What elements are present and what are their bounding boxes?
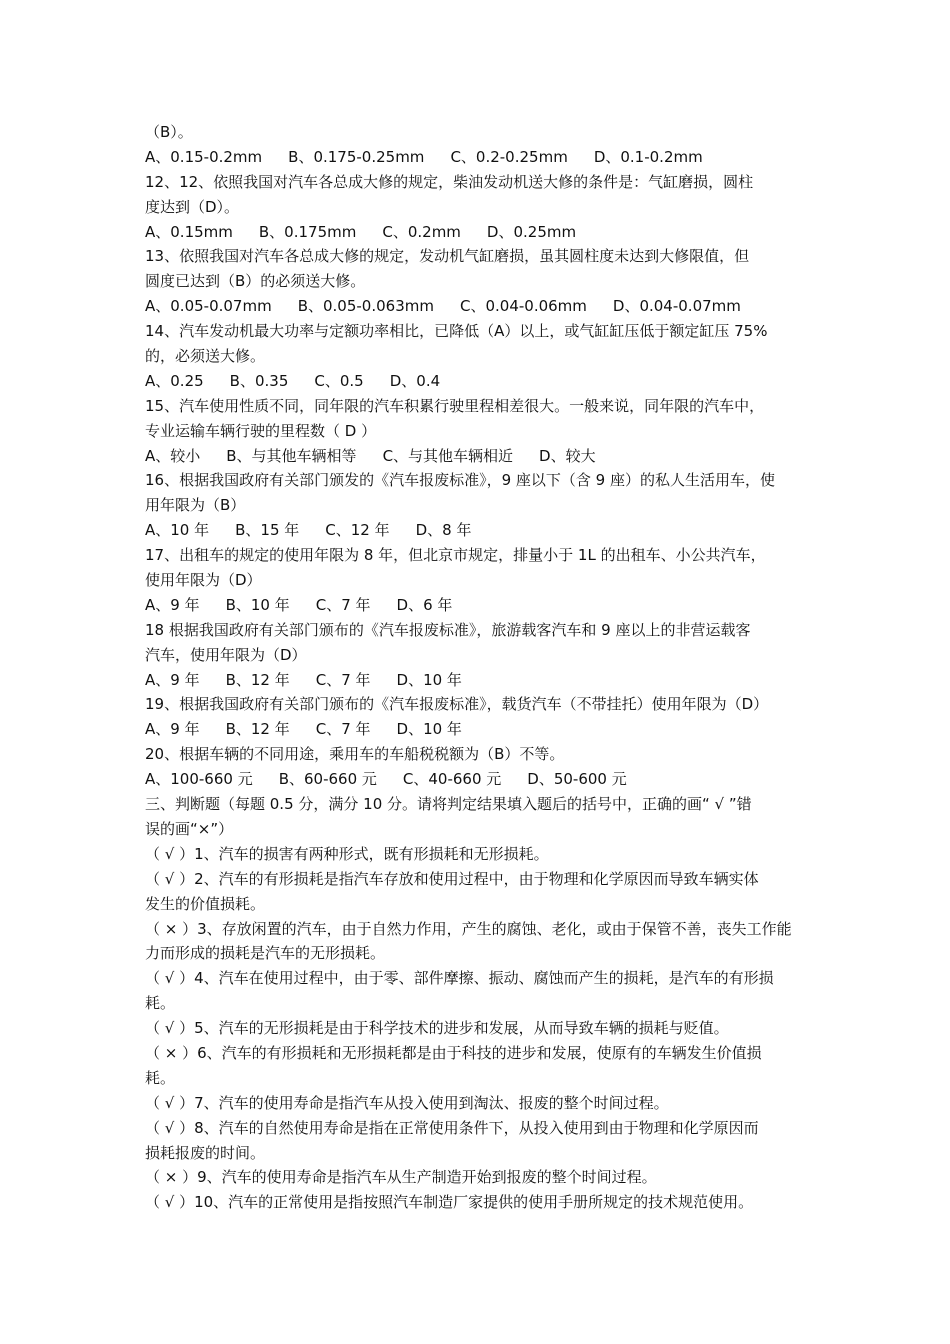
answer-option: A、9 年: [145, 720, 200, 739]
text-line: 18 根据我国政府有关部门颁布的《汽车报废标准》，旅游载客汽车和 9 座以上的非营运载客: [145, 620, 751, 639]
text-line: 损耗报废的时间。: [145, 1143, 266, 1162]
answer-option: C、7 年: [315, 670, 371, 689]
text-line: （ √ ）1、汽车的损害有两种形式，既有形损耗和无形损耗。: [145, 844, 549, 863]
text-line: 误的画“×”）: [145, 819, 234, 838]
text-line: （ √ ）4、汽车在使用过程中，由于零、部件摩擦、振动、腐蚀而产生的损耗，是汽车的有形损: [145, 969, 774, 988]
answer-option: B、0.05-0.063mm: [297, 297, 434, 316]
answer-option: B、60-660 元: [278, 770, 377, 789]
text-line: （ × ）6、汽车的有形损耗和无形损耗都是由于科技的进步和发展，使原有的车辆发生价值损: [145, 1043, 762, 1062]
text-line: （ √ ）10、汽车的正常使用是指按照汽车制造厂家提供的使用手册所规定的技术规范使用。: [145, 1193, 754, 1212]
answer-option: C、0.5: [314, 371, 364, 390]
answer-option: B、0.175-0.25mm: [288, 147, 425, 166]
answer-option: C、0.2-0.25mm: [450, 147, 568, 166]
text-line: 使用年限为（D）: [145, 571, 262, 590]
text-line: 的，必须送大修。: [145, 347, 266, 366]
text-line: 用年限为（B）: [145, 496, 246, 515]
text-line: 16、根据我国政府有关部门颁发的《汽车报废标准》，9 座以下（含 9 座）的私人生活用车，使: [145, 471, 775, 490]
text-line: 耗。: [145, 1068, 176, 1087]
answer-option: D、0.1-0.2mm: [593, 147, 703, 166]
answer-options: [145, 369, 815, 394]
answer-option: B、12 年: [225, 670, 290, 689]
answer-option: A、9 年: [145, 595, 200, 614]
answer-option: C、7 年: [315, 720, 371, 739]
answer-options: [145, 767, 815, 792]
text-line: （ × ）9、汽车的使用寿命是指汽车从生产制造开始到报废的整个时间过程。: [145, 1168, 657, 1187]
text-line: （ √ ）2、汽车的有形损耗是指汽车存放和使用过程中，由于物理和化学原因而导致车辆实体: [145, 869, 759, 888]
answer-option: B、10 年: [225, 595, 290, 614]
answer-options: [145, 717, 815, 742]
answer-option: A、10 年: [145, 521, 210, 540]
answer-options: [145, 593, 815, 618]
answer-option: D、10 年: [396, 720, 462, 739]
answer-option: B、12 年: [225, 720, 290, 739]
text-line: 耗。: [145, 994, 176, 1013]
answer-option: B、0.35: [229, 371, 289, 390]
text-line: 13、依照我国对汽车各总成大修的规定，发动机气缸磨损，虽其圆柱度未达到大修限值，但: [145, 247, 750, 266]
text-line: （ √ ）8、汽车的自然使用寿命是指在正常使用条件下，从投入使用到由于物理和化学原因而: [145, 1118, 759, 1137]
answer-options: [145, 668, 815, 693]
text-line: （ √ ）7、汽车的使用寿命是指汽车从投入使用到淘汰、报废的整个时间过程。: [145, 1093, 669, 1112]
answer-option: A、0.15-0.2mm: [145, 147, 263, 166]
answer-option: D、50-600 元: [527, 770, 627, 789]
answer-option: C、12 年: [325, 521, 390, 540]
answer-options: [145, 294, 815, 319]
answer-option: C、0.2mm: [382, 222, 461, 241]
answer-option: B、与其他车辆相等: [226, 446, 357, 465]
answer-option: D、8 年: [415, 521, 472, 540]
text-line: 19、根据我国政府有关部门颁布的《汽车报废标准》，载货汽车（不带挂托）使用年限为（D）: [145, 695, 769, 714]
answer-option: D、0.04-0.07mm: [612, 297, 741, 316]
answer-option: D、10 年: [396, 670, 462, 689]
answer-options: [145, 145, 815, 170]
answer-option: A、100-660 元: [145, 770, 253, 789]
answer-option: B、0.175mm: [258, 222, 357, 241]
answer-options: [145, 220, 815, 245]
text-line: 三、判断题（每题 0.5 分，满分 10 分。请将判定结果填入题后的括号中，正确的画“ √ ”错: [145, 795, 752, 814]
text-line: 12、12、依照我国对汽车各总成大修的规定，柴油发动机送大修的条件是：气缸磨损，圆柱: [145, 172, 754, 191]
answer-option: C、0.04-0.06mm: [459, 297, 587, 316]
answer-option: D、0.4: [389, 371, 441, 390]
answer-option: A、9 年: [145, 670, 200, 689]
text-line: 圆度已达到（B）的必须送大修。: [145, 272, 366, 291]
answer-option: C、40-660 元: [402, 770, 502, 789]
text-line: 汽车，使用年限为（D）: [145, 645, 307, 664]
document-page: [145, 120, 815, 1215]
text-line: 17、出租车的规定的使用年限为 8 年，但北京市规定，排量小于 1L 的出租车、小公共汽车，: [145, 546, 766, 565]
text-line: 度达到（D）。: [145, 197, 240, 216]
answer-option: A、0.05-0.07mm: [145, 297, 272, 316]
answer-option: A、0.25: [145, 371, 204, 390]
text-line: （ × ）3、存放闲置的汽车，由于自然力作用，产生的腐蚀、老化，或由于保管不善，丧失工作能: [145, 919, 792, 938]
text-line: 15、汽车使用性质不同，同年限的汽车积累行驶里程相差很大。一般来说，同年限的汽车中，: [145, 396, 765, 415]
text-line: （ √ ）5、汽车的无形损耗是由于科学技术的进步和发展，从而导致车辆的损耗与贬值。: [145, 1019, 729, 1038]
answer-option: C、与其他车辆相近: [382, 446, 514, 465]
text-line: 14、汽车发动机最大功率与定额功率相比，已降低（A）以上，或气缸缸压低于额定缸压 75%: [145, 322, 768, 341]
answer-option: A、0.15mm: [145, 222, 233, 241]
text-line: （B）。: [145, 123, 193, 141]
answer-options: [145, 444, 815, 469]
text-line: 力而形成的损耗是汽车的无形损耗。: [145, 944, 386, 963]
text-line: 20、根据车辆的不同用途，乘用车的车船税税额为（B）不等。: [145, 745, 565, 764]
answer-option: B、15 年: [235, 521, 300, 540]
answer-option: D、6 年: [396, 595, 453, 614]
answer-options: [145, 518, 815, 543]
answer-option: D、0.25mm: [486, 222, 577, 241]
answer-option: A、较小: [145, 446, 201, 465]
text-line: 发生的价值损耗。: [145, 894, 266, 913]
answer-option: D、较大: [539, 446, 596, 465]
text-line: 专业运输车辆行驶的里程数（ D ）: [145, 421, 377, 440]
answer-option: C、7 年: [315, 595, 371, 614]
